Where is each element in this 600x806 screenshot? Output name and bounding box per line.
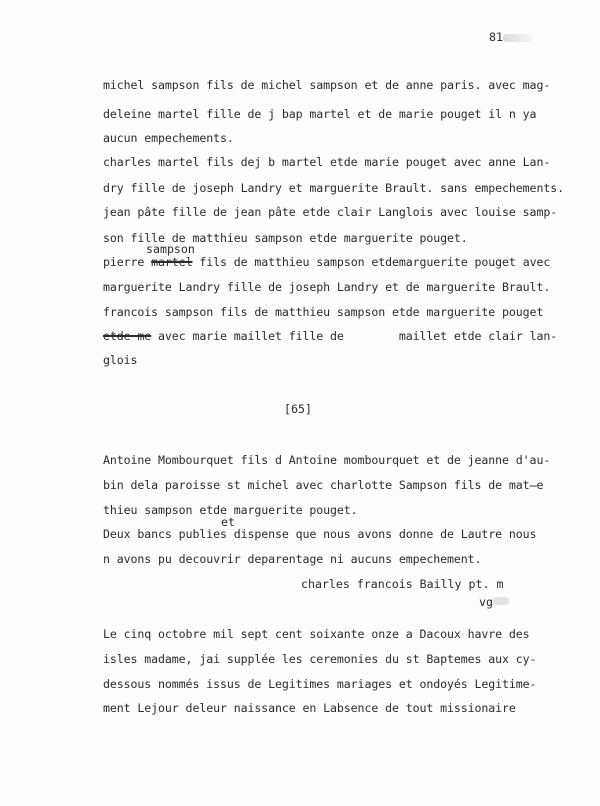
text-line: charles martel fils dej b martel etde marie pouget avec anne Lan- xyxy=(103,155,551,169)
text-line: deleine martel fille de j bap martel et de marie pouget il n ya xyxy=(103,107,537,121)
text-line: Antoine Mombourquet fils d Antoine mombourquet et de jeanne d'au- xyxy=(103,453,551,467)
text-line: dessous nommés issus de Legitimes mariages et ondoyés Legitime- xyxy=(103,677,537,691)
page-number: 81 xyxy=(489,30,503,44)
text-line: dry fille de joseph Landry et marguerite Brault. sans empechements. xyxy=(103,181,564,195)
inserted-word: et xyxy=(221,515,235,529)
text-line xyxy=(103,329,557,343)
text-line: thieu sampson etde marguerite pouget. xyxy=(103,503,358,517)
text-line: n avons pu decouvrir deparentage ni aucuns empechement. xyxy=(103,552,482,566)
text-line: Deux bancs publies dispense que nous avons donne de Lautre nous xyxy=(103,527,537,541)
signature-initials: vg xyxy=(479,595,493,609)
text-line: michel sampson fils de michel sampson et de anne paris. avec mag- xyxy=(103,78,551,92)
text-segment: avec marie maillet fille de maillet etde clair lan- xyxy=(151,329,558,343)
text-line: bin dela paroisse st michel avec charlotte Sampson fils de mat̶e xyxy=(103,478,544,492)
text-line: aucun empechements. xyxy=(103,131,234,145)
text-line: ment Lejour deleur naissance en Labsence de tout missionaire xyxy=(103,701,516,715)
text-line: son fille de matthieu sampson etde marguerite pouget. xyxy=(103,231,468,245)
signature-smudge xyxy=(493,597,509,605)
signature: charles francois Bailly pt. m xyxy=(301,577,504,591)
text-line: jean pâte fille de jean pâte etde clair Langlois avec louise samp- xyxy=(103,205,558,219)
text-line xyxy=(103,255,550,269)
page-number-smudge xyxy=(503,34,533,42)
section-marker: [65] xyxy=(284,402,312,416)
text-line: marguerite Landry fille de joseph Landry et de marguerite Brault. xyxy=(103,280,551,294)
text-segment: pierre xyxy=(103,255,152,269)
text-line: isles madame, jai supplée les ceremonies du st Baptemes aux cy- xyxy=(103,652,537,666)
struck-word: etde me xyxy=(103,329,152,343)
struck-word: martel xyxy=(151,255,193,269)
text-line: glois xyxy=(103,353,138,367)
text-line: francois sampson fils de matthieu sampson etde marguerite pouget xyxy=(103,305,544,319)
inserted-word: sampson xyxy=(146,242,195,256)
text-segment: fils de matthieu sampson etdemarguerite pouget avec xyxy=(192,255,551,269)
text-line: Le cinq octobre mil sept cent soixante onze a Dacoux havre des xyxy=(103,627,530,641)
